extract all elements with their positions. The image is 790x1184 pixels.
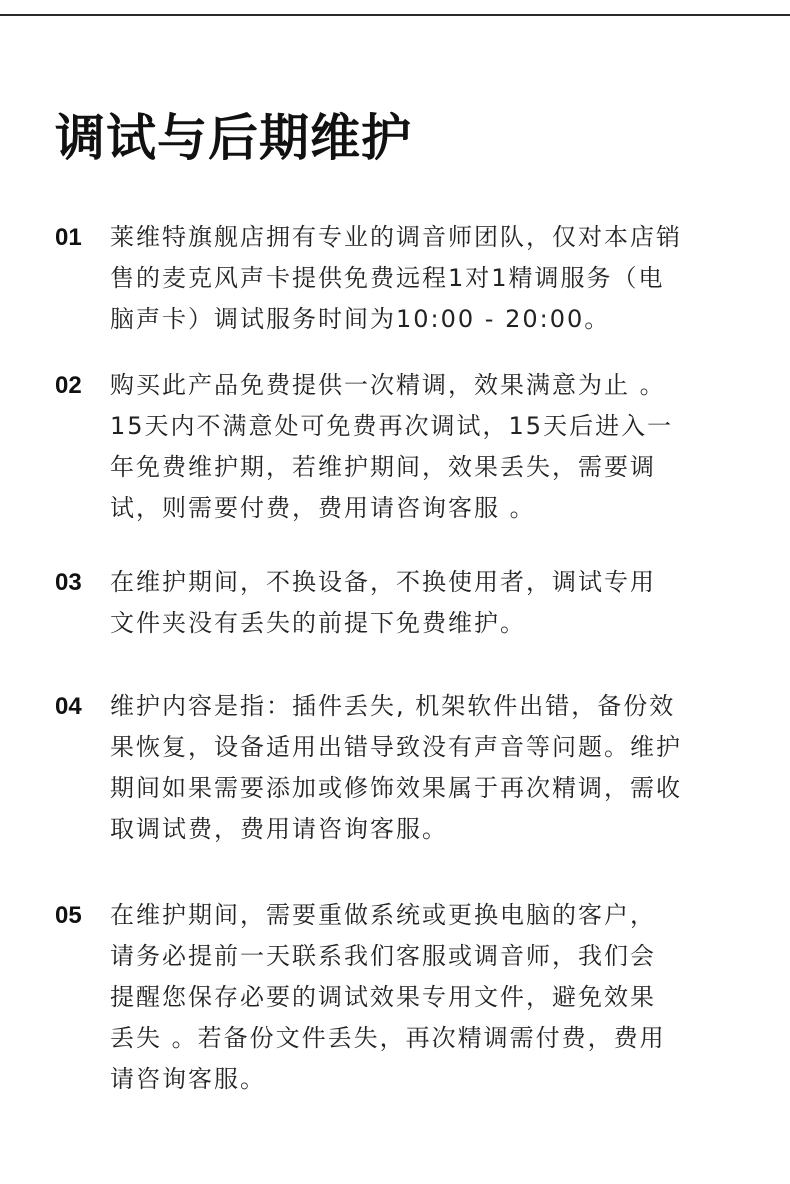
- item-text-line: 文件夹没有丢失的前提下免费维护。: [110, 609, 526, 637]
- item-text: [110, 562, 656, 644]
- item-text: [110, 686, 682, 850]
- item-text-line: 请咨询客服。: [110, 1065, 266, 1093]
- item-text-line: 请务必提前一天联系我们客服或调音师，我们会: [110, 942, 656, 970]
- item-text-line: 在维护期间，不换设备，不换使用者，调试专用: [110, 568, 656, 596]
- item-text-line: 购买此产品免费提供一次精调，效果满意为止 。: [110, 371, 666, 399]
- item-text: [110, 217, 682, 340]
- item-text-line: 果恢复，设备适用出错导致没有声音等问题。维护: [110, 733, 682, 761]
- item-text-line: 15天内不满意处可免费再次调试，15天后进入一: [110, 412, 674, 440]
- item-text: [110, 895, 666, 1100]
- page-title: 调试与后期维护: [55, 109, 412, 167]
- item-number: 05: [55, 902, 82, 929]
- item-text-line: 提醒您保存必要的调试效果专用文件，避免效果: [110, 983, 656, 1011]
- item-text-line: 莱维特旗舰店拥有专业的调音师团队，仅对本店销: [110, 223, 682, 251]
- item-text-line: 取调试费，费用请咨询客服。: [110, 815, 448, 843]
- top-divider: [0, 14, 790, 16]
- item-number: 03: [55, 569, 82, 596]
- item-text-line: 丢失 。若备份文件丢失，再次精调需付费，费用: [110, 1024, 666, 1052]
- item-text-line: 年免费维护期，若维护期间，效果丢失，需要调: [110, 453, 656, 481]
- item-text-line: 在维护期间，需要重做系统或更换电脑的客户，: [110, 901, 656, 929]
- item-text-line: 维护内容是指：插件丢失, 机架软件出错，备份效: [110, 692, 676, 720]
- item-text-line: 售的麦克风声卡提供免费远程1对1精调服务（电: [110, 264, 665, 292]
- item-text: [110, 365, 673, 529]
- item-text-line: 试，则需要付费，费用请咨询客服 。: [110, 494, 536, 522]
- item-text-line: 期间如果需要添加或修饰效果属于再次精调，需收: [110, 774, 682, 802]
- item-text-line: 脑声卡）调试服务时间为10:00 - 20:00。: [110, 305, 611, 333]
- item-number: 01: [55, 224, 82, 251]
- item-number: 04: [55, 693, 82, 720]
- item-number: 02: [55, 372, 82, 399]
